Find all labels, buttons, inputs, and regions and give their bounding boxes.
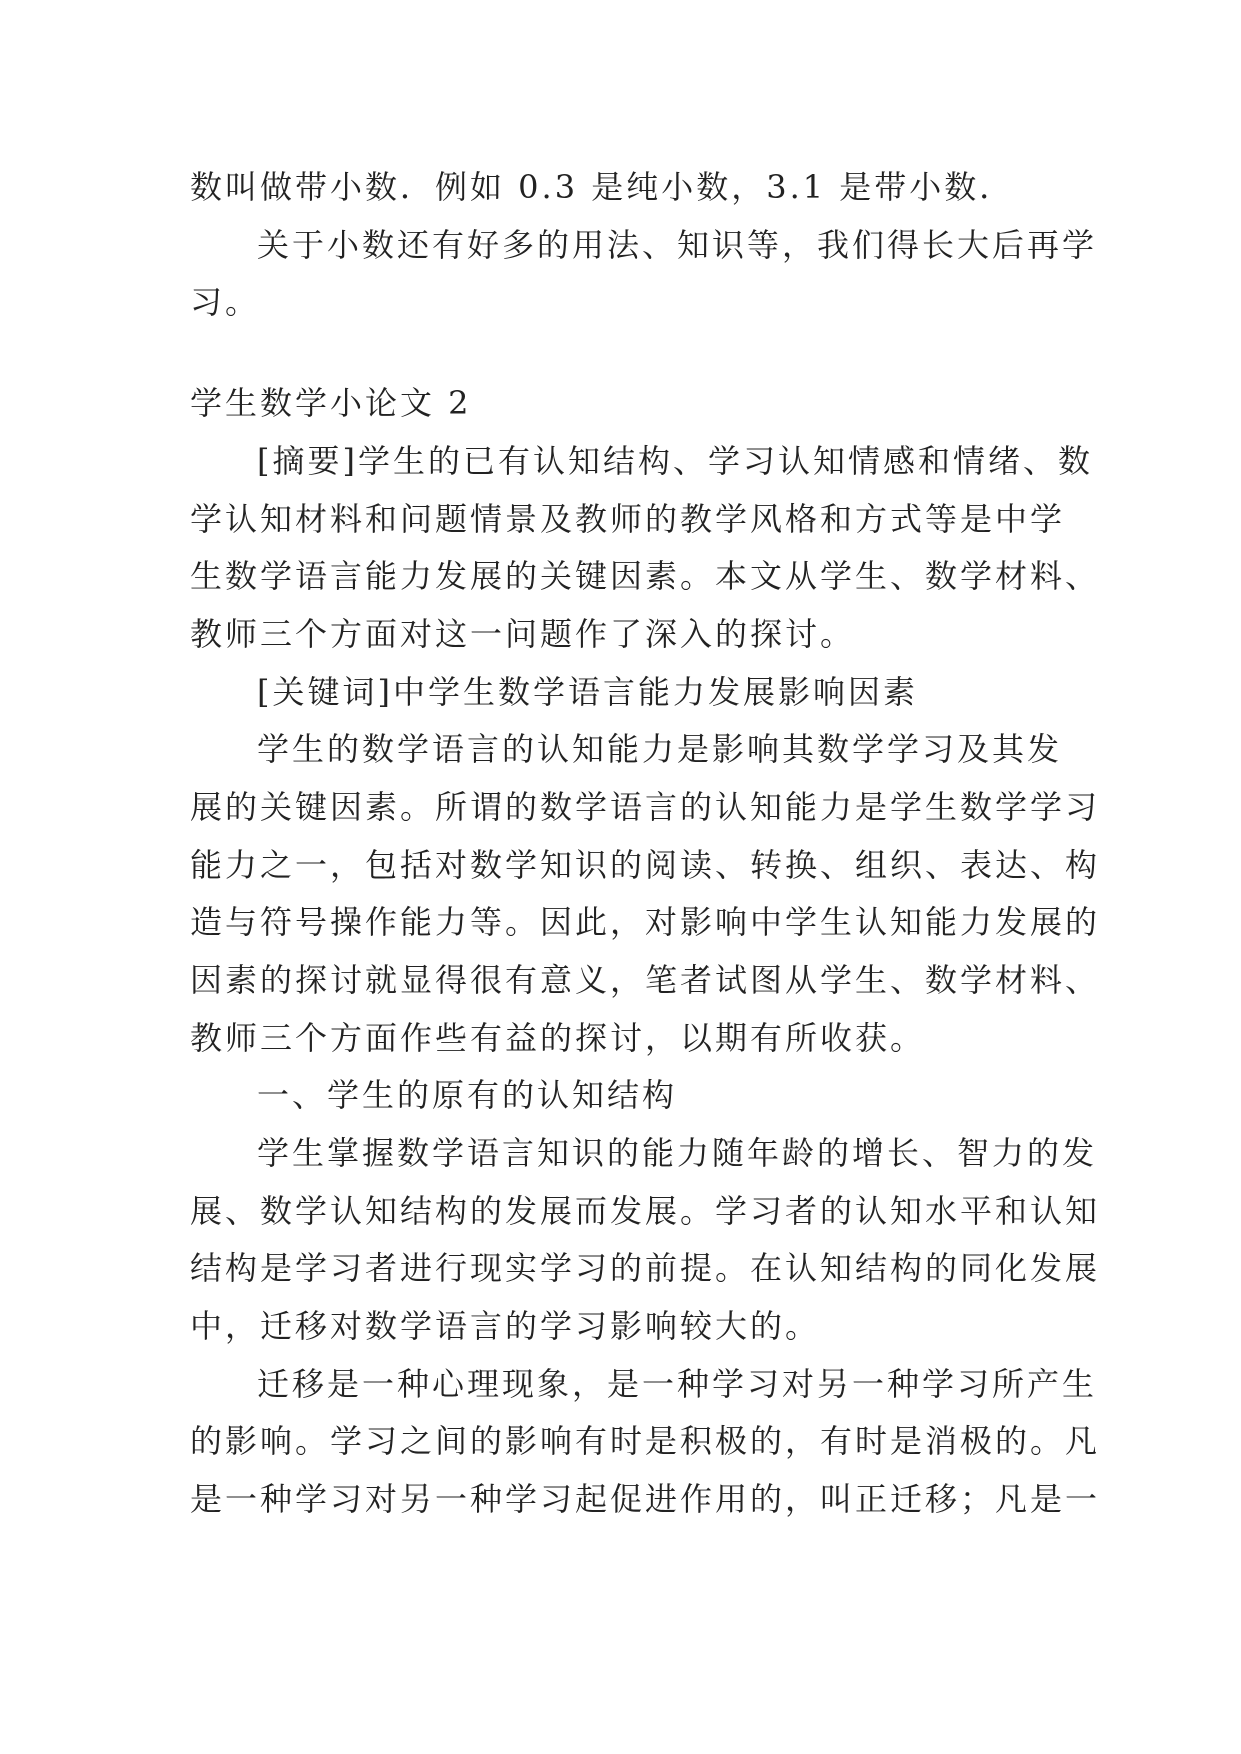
text-line: 学生掌握数学语言知识的能力随年龄的增长、智力的发 [257, 1134, 1098, 1172]
subheading: 一、学生的原有的认知结构 [257, 1076, 678, 1114]
text-line: 因素的探讨就显得很有意义，笔者试图从学生、数学材料、 [190, 961, 1101, 999]
section-title: 学生数学小论文 2 [190, 384, 472, 422]
text-line: 学认知材料和问题情景及教师的教学风格和方式等是中学 [190, 500, 1066, 538]
text-line: 生数学语言能力发展的关键因素。本文从学生、数学材料、 [190, 557, 1101, 595]
text-line: 展、数学认知结构的发展而发展。学习者的认知水平和认知 [190, 1192, 1101, 1230]
text-line: 结构是学习者进行现实学习的前提。在认知结构的同化发展 [190, 1249, 1101, 1287]
text-line: 数叫做带小数．例如 0.3 是纯小数，3.1 是带小数． [190, 168, 1015, 206]
text-line: 是一种学习对另一种学习起促进作用的，叫正迁移；凡是一 [190, 1480, 1101, 1518]
text-line: 关于小数还有好多的用法、知识等，我们得长大后再学 [257, 226, 1098, 264]
text-line: 迁移是一种心理现象，是一种学习对另一种学习所产生 [257, 1365, 1098, 1403]
text-line: 教师三个方面对这一问题作了深入的探讨。 [190, 615, 856, 653]
text-line: 学生的数学语言的认知能力是影响其数学学习及其发 [257, 730, 1063, 768]
text-line: 教师三个方面作些有益的探讨，以期有所收获。 [190, 1019, 926, 1057]
text-line: 中，迁移对数学语言的学习影响较大的。 [190, 1307, 821, 1345]
text-line: 能力之一，包括对数学知识的阅读、转换、组织、表达、构 [190, 846, 1101, 884]
text-line: 展的关键因素。所谓的数学语言的认知能力是学生数学学习 [190, 788, 1101, 826]
abstract-line: [摘要]学生的已有认知结构、学习认知情感和情绪、数 [257, 442, 1093, 480]
keywords-line: [关键词]中学生数学语言能力发展影响因素 [257, 673, 918, 711]
text-line: 造与符号操作能力等。因此，对影响中学生认知能力发展的 [190, 903, 1101, 941]
text-line: 习。 [190, 283, 261, 321]
text-line: 的影响。学习之间的影响有时是积极的，有时是消极的。凡 [190, 1422, 1101, 1460]
